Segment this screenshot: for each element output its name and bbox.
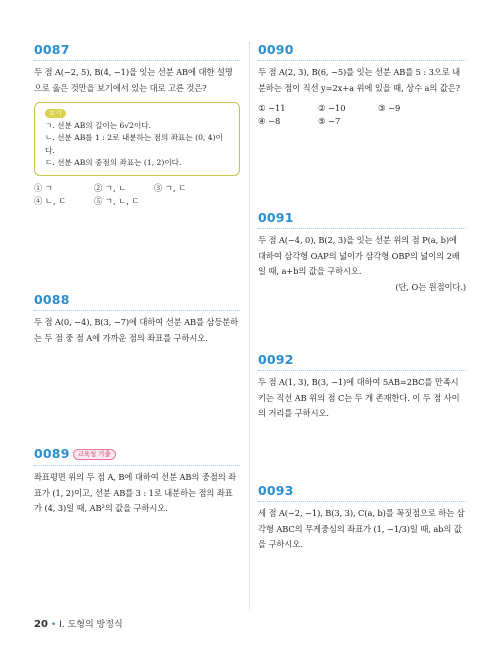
- page-number: 20: [34, 619, 48, 630]
- example-line: ㄴ. 선분 AB를 1 : 2로 내분하는 점의 좌표는 (0, 4)이다.: [45, 133, 223, 155]
- problem-0088: [34, 292, 240, 346]
- problem-rule: [34, 310, 240, 311]
- problem-text: 두 점 A(0, −4), B(3, −7)에 대하여 선분 AB를 삼등분하는 두 점 중 점 A에 가까운 점의 좌표를 구하시오.: [34, 317, 239, 343]
- problem-0087: [34, 42, 240, 208]
- problem-rule: [34, 60, 240, 61]
- problem-text: 세 점 A(−2, −1), B(3, 3), C(a, b)를 꼭짓점으로 하는 삼각형 ABC의 무게중심의 좌표가 (1, −1/3)일 때, ab의 값을 구하시오.: [258, 508, 465, 549]
- choice-3[interactable]: ③ −9: [378, 103, 401, 113]
- problem-text: 두 점 A(1, 3), B(3, −1)에 대하여 5AB=2BC를 만족시키는 직선 AB 위의 점 C는 두 개 존재한다. 이 두 점 사이의 거리를 구하시오.: [258, 377, 460, 418]
- page-footer: [34, 617, 123, 630]
- problem-number: 0088: [34, 292, 70, 307]
- problem-number: 0090: [258, 42, 294, 57]
- choice-4[interactable]: ④ −8: [258, 116, 281, 126]
- problem-number: 0092: [258, 352, 294, 367]
- problem-note: (단, O는 원점이다.): [395, 281, 466, 292]
- problem-0091: [258, 210, 466, 295]
- choice-2[interactable]: ② ㄱ, ㄴ: [94, 182, 127, 193]
- choice-4[interactable]: ④ ㄴ, ㄷ: [34, 195, 67, 206]
- example-line: ㄷ. 선분 AB의 중점의 좌표는 (1, 2)이다.: [45, 158, 182, 167]
- problem-rule: [258, 370, 466, 371]
- problem-number: 0093: [258, 483, 294, 498]
- choice-5[interactable]: ⑤ −7: [318, 116, 341, 126]
- problem-text: 좌표평면 위의 두 점 A, B에 대하여 선분 AB의 중점의 좌표가 (1, 2)이고, 선분 AB를 3 : 1로 내분하는 점의 좌표가 (4, 3)일 때, AB²의 값을 구하시오.: [34, 472, 237, 513]
- problem-0092: [258, 352, 466, 422]
- problem-text: 두 점 A(−2, 5), B(4, −1)을 잇는 선분 AB에 대한 설명으로 옳은 것만을 보기에서 있는 대로 고른 것은?: [34, 67, 233, 93]
- problem-rule: [34, 465, 240, 466]
- problem-rule: [258, 501, 466, 502]
- problem-rule: [258, 60, 466, 61]
- problem-0093: [258, 483, 466, 553]
- choice-2[interactable]: ② −10: [318, 103, 346, 113]
- example-box: [34, 102, 240, 176]
- problem-text: 두 점 A(−4, 0), B(2, 3)을 잇는 선분 위의 점 P(a, b)에 대하여 삼각형 OAP의 넓이가 삼각형 OBP의 넓이의 2배일 때, a+b의 값을 구하시오.: [258, 235, 460, 276]
- example-tag: 보기: [45, 109, 66, 118]
- column-divider: [249, 42, 250, 610]
- problem-number: 0087: [34, 42, 70, 57]
- problem-rule: [258, 228, 466, 229]
- choice-1[interactable]: ① ㄱ: [34, 182, 53, 193]
- problem-0089: [34, 443, 240, 517]
- section-title: I. 도형의 방정식: [59, 620, 123, 630]
- problem-number: 0091: [258, 210, 294, 225]
- answer-choices: [34, 182, 240, 208]
- choice-1[interactable]: ① −11: [258, 103, 286, 113]
- example-line: ㄱ. 선분 AB의 길이는 6√2이다.: [45, 120, 152, 130]
- problem-number: 0089: [34, 446, 70, 461]
- source-badge: 교육청 기출: [73, 449, 116, 460]
- choice-5[interactable]: ⑤ ㄱ, ㄴ, ㄷ: [94, 195, 140, 206]
- footer-dot-icon: •: [50, 620, 57, 630]
- choice-3[interactable]: ③ ㄱ, ㄷ: [154, 182, 187, 193]
- problem-text: 두 점 A(2, 3), B(6, −5)를 잇는 선분 AB를 5 : 3으로 내분하는 점이 직선 y=2x+a 위에 있을 때, 상수 a의 값은?: [258, 67, 461, 93]
- answer-choices: [258, 102, 466, 128]
- problem-0090: [258, 42, 466, 128]
